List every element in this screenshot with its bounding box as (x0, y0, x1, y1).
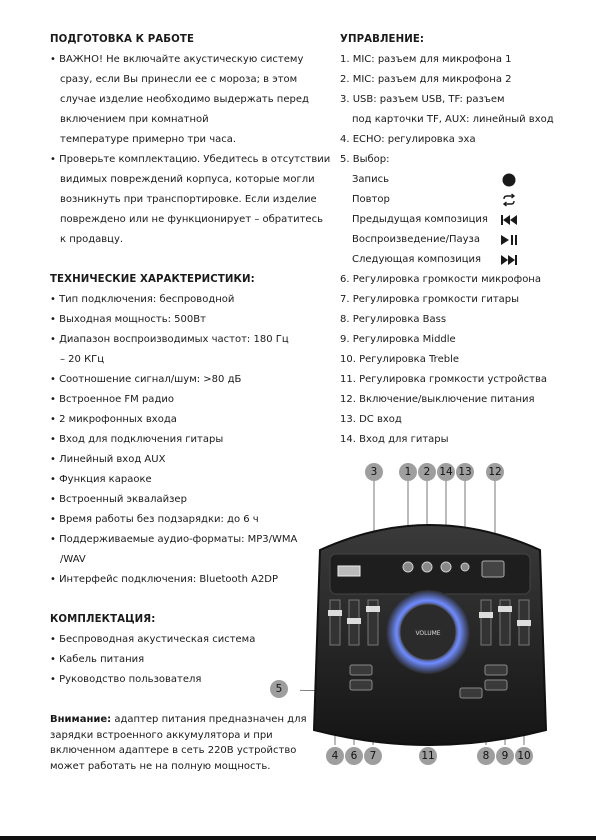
callout-badge: 11 (419, 747, 437, 765)
callout-badge: 6 (345, 747, 363, 765)
note-line: может работать не на полную мощность. (50, 760, 271, 772)
specs-title: ТЕХНИЧЕСКИЕ ХАРАКТЕРИСТИКИ: (50, 274, 255, 285)
control-item: 11. Регулировка громкости устройства (340, 374, 548, 385)
kit-title: КОМПЛЕКТАЦИЯ: (50, 614, 156, 625)
spec-line: • Диапазон воспроизводимых частот: 180 Гц (50, 334, 289, 345)
knob-label: VOLUME (415, 630, 441, 637)
select-record (340, 170, 580, 190)
spec-line: • Тип подключения: беспроводной (50, 294, 235, 305)
callout-badge: 8 (477, 747, 495, 765)
control-item: 12. Включение/выключение питания (340, 394, 535, 405)
spec-line: • Выходная мощность: 500Вт (50, 314, 206, 325)
kit-line: • Руководство пользователя (50, 674, 202, 685)
spec-line: • Функция караоке (50, 474, 152, 485)
callout-badge: 5 (270, 680, 288, 698)
control-item: 3. USB: разъем USB, TF: разъем (340, 94, 505, 105)
spec-line: • Соотношение сигнал/шум: >80 дБ (50, 374, 242, 385)
select-repeat (340, 190, 580, 210)
prep-line: повреждено или не функционирует – обратитесь (60, 214, 323, 225)
control-item: 8. Регулировка Bass (340, 314, 447, 325)
prep-text (50, 50, 331, 250)
note-label: Внимание: (50, 714, 112, 725)
note-text: адаптер питания предназначен для (111, 714, 307, 725)
callout-badge: 14 (437, 463, 455, 481)
select-label: Повтор (352, 194, 390, 205)
page-bottom-rule (0, 836, 596, 840)
spec-line: • Встроенное FM радио (50, 394, 174, 405)
prep-line: включением при комнатной (60, 114, 209, 125)
controls-title: УПРАВЛЕНИЕ: (340, 34, 425, 45)
left-column (50, 30, 331, 774)
control-item: 13. DC вход (340, 414, 402, 425)
spec-line: /WAV (60, 554, 86, 565)
repeat-icon (500, 193, 518, 207)
control-item: 1. MIC: разъем для микрофона 1 (340, 54, 512, 65)
callout-badge: 1 (399, 463, 417, 481)
spec-line: • Время работы без подзарядки: до 6 ч (50, 514, 259, 525)
speaker-panel-illustration (300, 460, 560, 770)
kit-line: • Кабель питания (50, 654, 145, 665)
control-item: под карточки TF, AUX: линейный вход (352, 114, 554, 125)
select-next (340, 250, 580, 270)
callout-badge: 2 (418, 463, 436, 481)
prep-title: ПОДГОТОВКА К РАБОТЕ (50, 34, 195, 45)
spec-line: • Поддерживаемые аудио-форматы: MP3/WMA (50, 534, 298, 545)
callout-badge: 3 (365, 463, 383, 481)
prep-line: сразу, если Вы принесли ее с мороза; в этом (60, 74, 298, 85)
prep-line: возникнуть при транспортировке. Если изделие (60, 194, 317, 205)
spec-line: • 2 микрофонных входа (50, 414, 177, 425)
control-item: 9. Регулировка Middle (340, 334, 456, 345)
prep-line: • ВАЖНО! Не включайте акустическую систему (50, 54, 304, 65)
record-icon (500, 173, 518, 187)
right-column (340, 30, 580, 450)
select-label: Воспроизведение/Пауза (352, 234, 480, 245)
select-label: Предыдущая композиция (352, 214, 488, 225)
previous-track-icon (500, 213, 518, 227)
control-item: 6. Регулировка громкости микрофона (340, 274, 541, 285)
note-line: включенном адаптере в сеть 220В устройство (50, 745, 297, 757)
prep-line: случае изделие необходимо выдержать перед (60, 94, 309, 105)
control-item: 14. Вход для гитары (340, 434, 449, 445)
next-track-icon (500, 253, 518, 267)
select-label: Запись (352, 174, 389, 185)
control-item: 7. Регулировка громкости гитары (340, 294, 520, 305)
speaker-panel-diagram (275, 460, 560, 770)
callout-badge: 10 (515, 747, 533, 765)
prep-line: • Проверьте комплектацию. Убедитесь в отсутствии (50, 154, 331, 165)
spec-line: • Встроенный эквалайзер (50, 494, 187, 505)
prep-line: к продавцу. (60, 234, 124, 245)
select-label: Следующая композиция (352, 254, 482, 265)
prep-line: видимых повреждений корпуса, которые могли (60, 174, 315, 185)
spec-line: • Интерфейс подключения: Bluetooth A2DP (50, 574, 279, 585)
warning-note (50, 712, 312, 774)
note-line: зарядки встроенного аккумулятора и при (50, 729, 273, 741)
callout-badge: 13 (456, 463, 474, 481)
callout-badge: 12 (486, 463, 504, 481)
select-play-pause (340, 230, 580, 250)
control-item: 5. Выбор: (340, 154, 390, 165)
specs-list (50, 290, 312, 590)
callout-badge: 9 (496, 747, 514, 765)
spec-line: • Вход для подключения гитары (50, 434, 224, 445)
spec-line: – 20 КГц (60, 354, 105, 365)
prep-line: температуре примерно три часа. (60, 134, 237, 145)
select-previous (340, 210, 580, 230)
note-line (50, 712, 312, 728)
callout-badge: 7 (364, 747, 382, 765)
control-item: 2. MIC: разъем для микрофона 2 (340, 74, 512, 85)
callout-badge: 4 (326, 747, 344, 765)
control-item: 10. Регулировка Treble (340, 354, 459, 365)
control-item: 4. ECHO: регулировка эха (340, 134, 476, 145)
kit-line: • Беспроводная акустическая система (50, 634, 256, 645)
play-pause-icon (500, 233, 518, 247)
spec-line: • Линейный вход AUX (50, 454, 166, 465)
